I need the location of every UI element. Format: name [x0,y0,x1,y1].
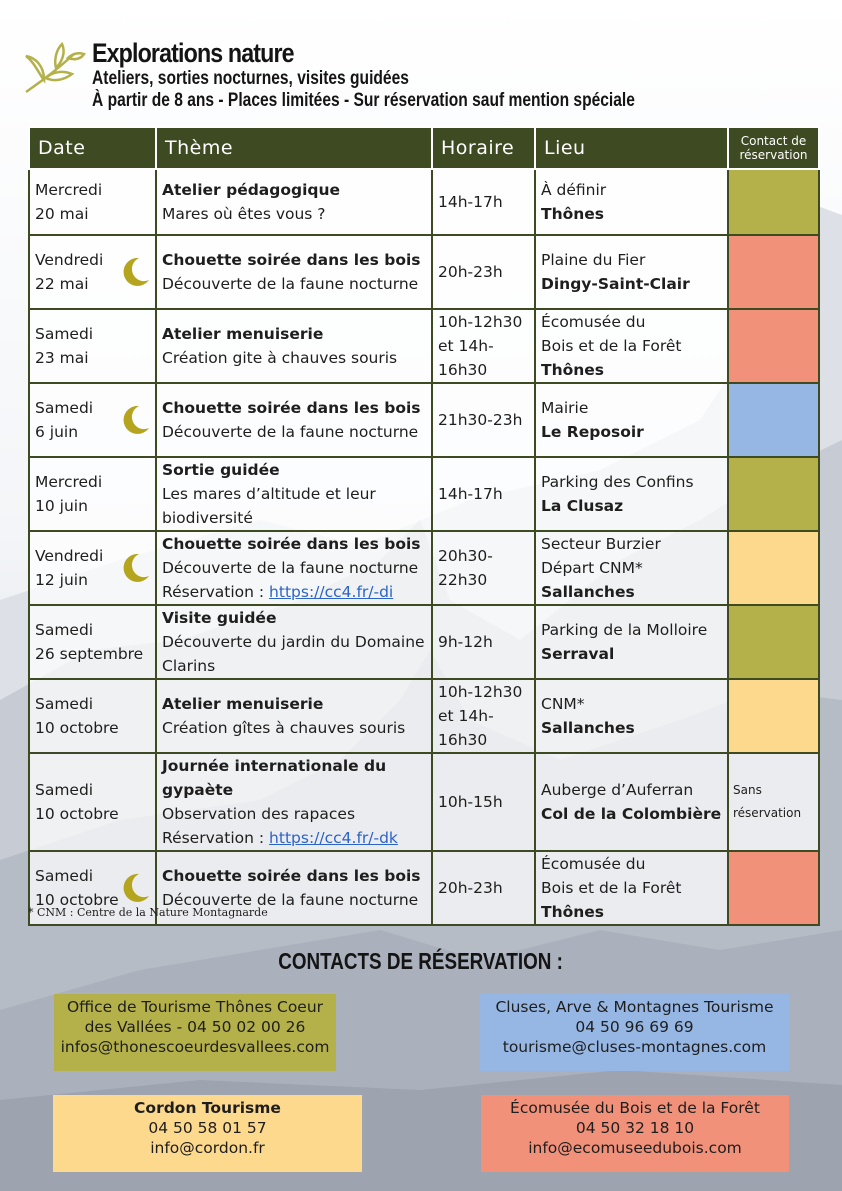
footnote: * CNM : Centre de la Nature Montagnarde [28,906,268,919]
date-weekday: Samedi [35,399,94,417]
theme-title: Chouette soirée dans les bois [162,251,421,269]
theme-title: Chouette soirée dans les bois [162,867,421,885]
date-value: 12 juin [35,571,88,589]
contact-name: Office de Tourisme Thônes Coeur des Vallées [66,998,324,1036]
horaire-cell: 10h-12h30 et 14h-16h30 [432,309,535,383]
reservation-link[interactable]: https://cc4.fr/-di [269,583,394,601]
date-weekday: Vendredi [35,547,104,565]
date-cell [29,531,156,605]
date-value: 10 octobre [35,805,119,823]
contact-email[interactable]: infos@thonescoeurdesvallees.com [60,1038,330,1056]
date-cell [29,169,156,235]
theme-description: Découverte de la faune nocturne [162,275,419,293]
contacts-title-text: CONTACTS DE RÉSERVATION : [278,948,564,974]
date-value: 6 juin [35,423,79,441]
lieu-town: Thônes [541,361,605,379]
lieu-cell [535,383,728,457]
schedule-table [28,126,820,926]
theme-cell [156,309,432,383]
theme-description: Création gîtes à chauves souris [162,719,406,737]
lieu-cell [535,309,728,383]
date-value: 26 septembre [35,645,144,663]
lieu-town: Serraval [541,645,615,663]
lieu-town: Thônes [541,205,605,223]
date-value: 10 juin [35,497,88,515]
crescent-moon-icon [119,872,151,904]
lieu-cell [535,457,728,531]
lieu-town: La Clusaz [541,497,624,515]
theme-cell [156,679,432,753]
contact-phone: 04 50 58 01 57 [148,1119,267,1137]
theme-cell [156,753,432,851]
lieu-town: Sallanches [541,583,635,601]
lieu-cell [535,605,728,679]
reservation-line [162,826,426,850]
lieu-town: Dingy-Saint-Clair [541,275,690,293]
theme-description: Les mares d’altitude et leur biodiversité [162,485,376,527]
horaire-cell: 20h-23h [432,851,535,925]
crescent-moon-icon [119,404,151,436]
table-row [29,169,819,235]
date-weekday: Samedi [35,781,94,799]
date-cell [29,383,156,457]
page-subtitle: Ateliers, sorties nocturnes, visites guidées [92,68,409,89]
theme-description: Découverte du jardin du Domaine Clarins [162,633,425,675]
date-cell [29,235,156,309]
horaire-cell: 14h-17h [432,457,535,531]
date-value: 10 octobre [35,719,119,737]
reservation-label: Réservation : [162,829,265,847]
horaire-cell: 20h-23h [432,235,535,309]
lieu-line: Écomusée du [541,855,646,873]
contact-color-cell [728,851,819,925]
date-cell [29,679,156,753]
date-cell [29,605,156,679]
theme-title: Chouette soirée dans les bois [162,535,421,553]
theme-title: Atelier menuiserie [162,695,324,713]
lieu-line: Auberge d’Auferran [541,781,694,799]
date-value: 23 mai [35,349,89,367]
crescent-moon-icon [119,552,151,584]
date-weekday: Samedi [35,325,94,343]
theme-title: Journée internationale du gypaète [162,757,387,799]
date-weekday: Mercredi [35,473,103,491]
contact-phone: 04 50 32 18 10 [575,1119,695,1137]
table-row [29,753,819,851]
date-weekday: Samedi [35,695,94,713]
theme-title: Atelier menuiserie [162,325,324,343]
theme-title: Visite guidée [162,609,277,627]
date-cell [29,753,156,851]
lieu-line: Parking des Confins [541,473,694,491]
horaire-cell: 9h-12h [432,605,535,679]
lieu-town: Thônes [541,903,605,921]
contact-box-thones [54,994,336,1071]
lieu-town: Le Reposoir [541,423,644,441]
contact-color-cell [728,235,819,309]
date-weekday: Samedi [35,867,94,885]
lieu-line: Départ CNM* [541,559,643,577]
contact-box-cordon [53,1095,362,1172]
contacts-title [0,948,842,975]
contact-box-ecomusee [481,1095,789,1172]
lieu-line: Secteur Burzier [541,535,661,553]
date-cell [29,457,156,531]
lieu-line: Mairie [541,399,589,417]
column-header-horaire: Horaire [432,127,535,169]
theme-cell [156,531,432,605]
date-value: 22 mai [35,275,89,293]
contact-color-cell [728,309,819,383]
lieu-line: CNM* [541,695,585,713]
contact-color-cell [728,531,819,605]
horaire-cell: 10h-12h30 et 14h-16h30 [432,679,535,753]
theme-description: Découverte de la faune nocturne [162,559,419,577]
page-title: Explorations nature [92,38,294,68]
table-row [29,531,819,605]
theme-cell [156,169,432,235]
reservation-link[interactable]: https://cc4.fr/-dk [269,829,398,847]
lieu-town: Col de la Colombière [541,805,722,823]
contact-color-cell [728,679,819,753]
theme-description: Création gite à chauves souris [162,349,398,367]
horaire-cell: 21h30-23h [432,383,535,457]
theme-description: Découverte de la faune nocturne [162,891,419,909]
theme-title: Chouette soirée dans les bois [162,399,421,417]
contact-color-cell [728,169,819,235]
date-weekday: Samedi [35,621,94,639]
lieu-line: Plaine du Fier [541,251,646,269]
contact-box-cluses [480,994,789,1071]
reservation-line [162,580,426,604]
table-row [29,235,819,309]
contact-color-cell [728,383,819,457]
lieu-line: Écomusée du [541,313,646,331]
contact-color-cell: Sans réservation [728,753,819,851]
lieu-cell [535,679,728,753]
date-weekday: Vendredi [35,251,104,269]
horaire-cell: 10h-15h [432,753,535,851]
theme-description: Découverte de la faune nocturne [162,423,419,441]
contact-name-line [54,997,336,1037]
theme-title: Sortie guidée [162,461,280,479]
page-subtitle-conditions: À partir de 8 ans - Places limitées - Sur réservation sauf mention spéciale [92,90,635,111]
lieu-line: Bois et de la Forêt [541,879,682,897]
column-header-date: Date [29,127,156,169]
theme-title: Atelier pédagogique [162,181,341,199]
contact-name: Cordon Tourisme [134,1099,281,1117]
reservation-label: Réservation : [162,583,265,601]
contact-email[interactable]: info@cordon.fr [150,1139,265,1157]
table-row [29,309,819,383]
contact-color-cell [728,605,819,679]
table-row [29,679,819,753]
table-row [29,605,819,679]
lieu-line: À définir [541,181,607,199]
theme-cell [156,605,432,679]
column-header-lieu: Lieu [535,127,728,169]
crescent-moon-icon [119,256,151,288]
lieu-cell [535,235,728,309]
contact-email[interactable]: info@ecomuseedubois.com [528,1139,742,1157]
lieu-cell [535,851,728,925]
contact-name: Écomusée du Bois et de la Forêt [510,1099,760,1117]
column-header-contact: Contact de réservation [728,127,819,169]
horaire-cell: 20h30-22h30 [432,531,535,605]
date-value: 20 mai [35,205,89,223]
lieu-cell [535,753,728,851]
lieu-line: Bois et de la Forêt [541,337,682,355]
theme-description: Mares où êtes vous ? [162,205,326,223]
contact-name: Cluses, Arve & Montagnes Tourisme [495,998,774,1016]
column-header-theme: Thème [156,127,432,169]
date-weekday: Mercredi [35,181,103,199]
contact-email[interactable]: tourisme@cluses-montagnes.com [502,1038,767,1056]
date-cell [29,309,156,383]
theme-description: Observation des rapaces [162,805,356,823]
table-row [29,457,819,531]
contact-color-cell [728,457,819,531]
horaire-cell: 14h-17h [432,169,535,235]
date-value: 10 octobre [35,891,119,909]
contact-phone: - 04 50 02 00 26 [176,1018,306,1036]
lieu-line: Parking de la Molloire [541,621,708,639]
table-row [29,383,819,457]
table-header-row [29,127,819,169]
leaf-branch-icon [22,40,86,96]
theme-cell [156,383,432,457]
contact-phone: 04 50 96 69 69 [575,1018,694,1036]
lieu-cell [535,169,728,235]
theme-cell [156,457,432,531]
lieu-town: Sallanches [541,719,635,737]
theme-cell [156,235,432,309]
lieu-cell [535,531,728,605]
